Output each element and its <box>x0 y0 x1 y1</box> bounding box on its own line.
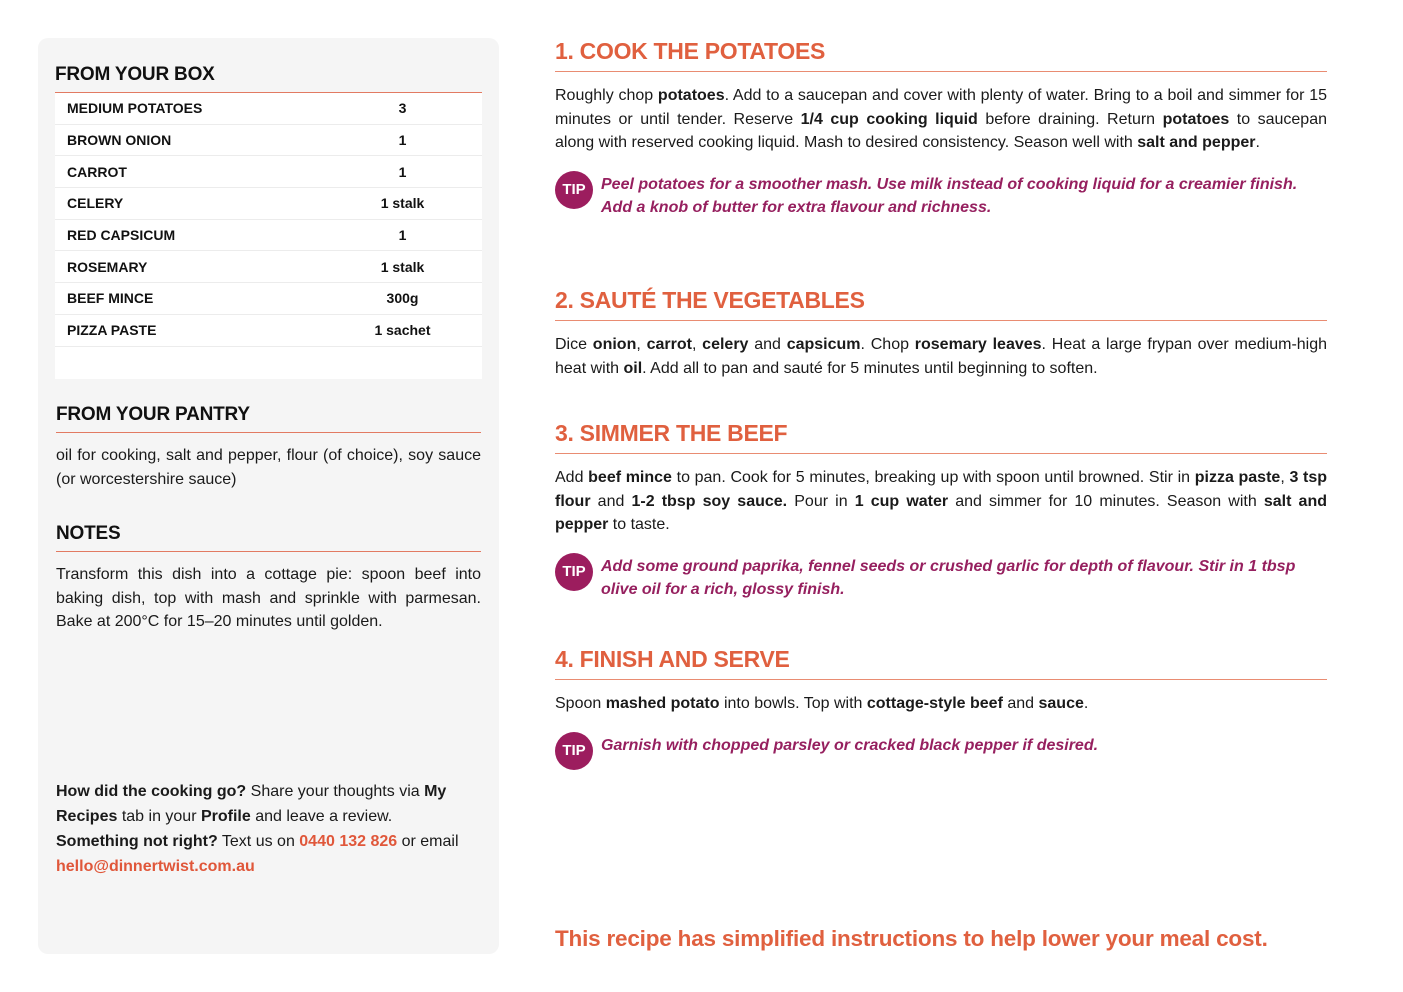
instruction-text: and simmer for 10 minutes. Season with <box>948 492 1264 510</box>
instruction-text: , <box>636 336 647 353</box>
ingredient-qty: 1 <box>398 132 407 149</box>
ingredient-name: ROSEMARY <box>67 258 148 275</box>
profile-label: Profile <box>200 808 251 825</box>
ingredient-name: BEEF MINCE <box>67 290 154 307</box>
tip-callout <box>555 553 1327 602</box>
ingredient-row <box>55 251 482 283</box>
ingredient-row <box>55 188 482 220</box>
ingredient-name: CARROT <box>67 163 127 180</box>
ingredient-qty: 300g <box>386 290 419 307</box>
instruction-text: . Heat a large frypan over medium-high heat with <box>555 336 1328 377</box>
bold-ingredient: rosemary leaves <box>914 336 1042 353</box>
step-3 <box>555 420 1327 602</box>
bold-ingredient: capsicum <box>786 336 861 353</box>
feedback-text-part: or email <box>397 833 459 850</box>
ingredient-qty: 1 stalk <box>380 195 425 212</box>
instruction-text: into bowls. Top with <box>719 695 867 712</box>
from-your-pantry-section <box>56 404 481 491</box>
from-your-box-section <box>55 64 482 379</box>
bold-ingredient: potatoes <box>1162 110 1230 128</box>
tip-callout <box>555 732 1327 770</box>
my-recipes-label: My Recipes <box>56 783 447 825</box>
step-instructions <box>555 333 1327 380</box>
bold-ingredient: 1-2 tbsp soy sauce. <box>631 492 788 510</box>
instruction-text: , <box>1280 469 1290 486</box>
instruction-text: to saucepan along with reserved cooking liquid. Mash to desired consistency. Season well with <box>555 110 1328 151</box>
from-your-box-title: FROM YOUR BOX <box>55 64 482 93</box>
step-instructions <box>555 466 1327 537</box>
bold-ingredient: pizza paste <box>1194 469 1281 486</box>
phone-link[interactable]: 0440 132 826 <box>299 833 398 850</box>
tip-text: Garnish with chopped parsley or cracked black pepper if desired. <box>601 736 1099 754</box>
ingredient-qty: 1 <box>398 163 407 180</box>
step-instructions <box>555 84 1327 155</box>
ingredient-row <box>55 220 482 252</box>
bold-ingredient: oil <box>623 359 643 377</box>
step-instructions <box>555 692 1327 716</box>
instruction-text: to taste. <box>608 516 670 533</box>
feedback-text-part: and leave a review. <box>250 808 393 825</box>
instruction-text: Pour in <box>787 492 855 510</box>
step-4 <box>555 646 1327 770</box>
instruction-text: Roughly chop <box>555 87 658 104</box>
bold-ingredient: onion <box>592 336 637 353</box>
ingredients-table <box>55 93 482 379</box>
ingredient-qty: 3 <box>398 100 407 117</box>
ingredient-name: RED CAPSICUM <box>67 227 176 244</box>
instruction-text: and <box>748 336 787 353</box>
pantry-text: oil for cooking, salt and pepper, flour (of choice), soy sauce (or worcestershire sauce) <box>56 447 481 488</box>
instruction-text: and <box>1002 695 1039 712</box>
feedback-text-part: Share your thoughts via <box>246 783 425 800</box>
bold-ingredient: 1 cup water <box>854 492 949 510</box>
instruction-text: Dice <box>555 336 593 353</box>
step-title: 3. SIMMER THE BEEF <box>555 420 1327 454</box>
tip-badge-icon: TIP <box>555 732 593 770</box>
ingredient-qty: 1 stalk <box>380 258 425 275</box>
support-question: Something not right? <box>56 833 218 850</box>
instruction-text: to pan. Cook for 5 minutes, breaking up with spoon until browned. Stir in <box>671 469 1195 486</box>
bold-ingredient: 1/4 cup cooking liquid <box>800 110 978 128</box>
step-title: 1. COOK THE POTATOES <box>555 38 1327 72</box>
bold-ingredient: beef mince <box>588 469 672 486</box>
ingredient-name: MEDIUM POTATOES <box>67 100 203 117</box>
feedback-text <box>56 779 481 879</box>
instruction-text: . Add all to pan and sauté for 5 minutes until beginning to soften. <box>642 359 1098 377</box>
instruction-text: before draining. Return <box>977 110 1163 128</box>
feedback-question: How did the cooking go? <box>56 783 247 800</box>
tip-text: Peel potatoes for a smoother mash. Use milk instead of cooking liquid for a creamier finish. Add a knob of butter for extra flavour and richness. <box>601 175 1298 216</box>
instruction-text: . Add to a saucepan and cover with plenty of water. Bring to a boil and simmer for 15 minutes or until tender. Reserve <box>555 87 1327 128</box>
ingredient-row <box>55 283 482 315</box>
notes-section <box>56 523 481 634</box>
instruction-text: Add <box>555 469 589 486</box>
ingredient-name: PIZZA PASTE <box>67 322 157 339</box>
tip-badge-icon: TIP <box>555 171 593 209</box>
instruction-text: . <box>1083 695 1089 712</box>
step-2 <box>555 287 1327 380</box>
tip-callout <box>555 171 1327 220</box>
bold-ingredient: celery <box>702 336 749 353</box>
bold-ingredient: sauce <box>1038 695 1084 712</box>
ingredient-qty: 1 <box>398 227 407 244</box>
feedback-text-part: Text us on <box>217 833 300 850</box>
bold-ingredient: mashed potato <box>605 695 720 712</box>
instruction-text: Spoon <box>555 695 606 712</box>
ingredient-row <box>55 156 482 188</box>
ingredients-panel <box>38 38 499 954</box>
bold-ingredient: salt and pepper <box>555 492 1327 533</box>
simplified-instructions-note: This recipe has simplified instructions to help lower your meal cost. <box>555 926 1268 951</box>
ingredient-row <box>55 125 482 157</box>
step-title: 4. FINISH AND SERVE <box>555 646 1327 680</box>
instruction-text: , <box>691 336 703 353</box>
email-link[interactable]: hello@dinnertwist.com.au <box>56 858 255 875</box>
tip-text: Add some ground paprika, fennel seeds or crushed garlic for depth of flavour. Stir in 1 tbsp olive oil for a rich, glossy finish. <box>601 557 1296 598</box>
instruction-text: . Chop <box>860 336 915 353</box>
ingredient-row <box>55 315 482 347</box>
tip-badge-icon: TIP <box>555 553 593 591</box>
notes-title: NOTES <box>56 523 481 552</box>
step-1 <box>555 38 1327 220</box>
step-title: 2. SAUTÉ THE VEGETABLES <box>555 287 1327 321</box>
from-your-pantry-title: FROM YOUR PANTRY <box>56 404 481 433</box>
instruction-text: . <box>1255 134 1260 151</box>
bold-ingredient: 3 tsp flour <box>555 469 1328 510</box>
bold-ingredient: cottage-style beef <box>866 695 1003 712</box>
notes-text: Transform this dish into a cottage pie: spoon beef into baking dish, top with mash and sprinkle with parmesan. Bake at 200°C for 15–20 minutes until golden. <box>56 566 481 630</box>
ingredient-row <box>55 93 482 125</box>
instruction-text: and <box>590 492 632 510</box>
ingredient-qty: 1 sachet <box>374 322 431 339</box>
bold-ingredient: salt and pepper <box>1137 134 1256 151</box>
feedback-text-part: tab in your <box>117 808 201 825</box>
bold-ingredient: potatoes <box>657 87 725 104</box>
bold-ingredient: carrot <box>646 336 692 353</box>
ingredient-name: CELERY <box>67 195 124 212</box>
ingredient-name: BROWN ONION <box>67 132 172 149</box>
